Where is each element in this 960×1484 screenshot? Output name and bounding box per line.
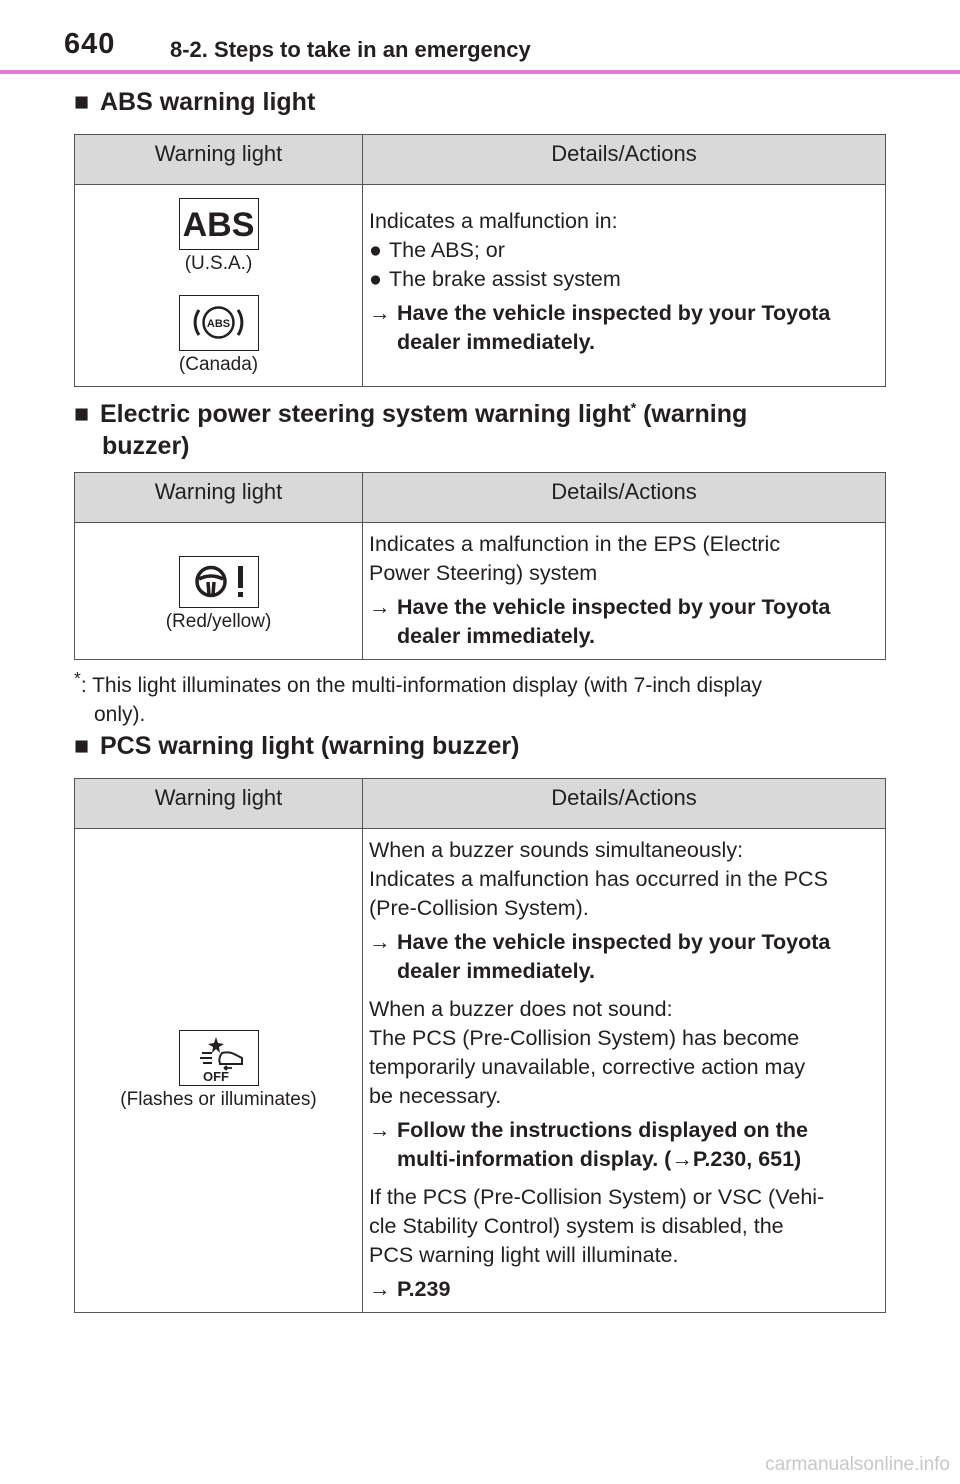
icon-label-red-yellow: (Red/yellow)	[165, 610, 272, 632]
svg-text:OFF: OFF	[203, 1069, 229, 1084]
list-item: ● The brake assist system	[369, 267, 621, 291]
arrow-icon: →	[369, 301, 391, 325]
abs-text-icon	[179, 198, 259, 250]
eps-heading: ■ Electric power steering system warning light* (warning buzzer)	[74, 400, 748, 461]
col-header-warning-light: Warning light	[75, 779, 363, 829]
abs-table	[74, 134, 886, 387]
eps-icon-cell	[75, 523, 363, 660]
eps-table	[74, 472, 886, 660]
steering-wheel-warning-icon	[179, 556, 259, 608]
abs-circle-icon	[179, 295, 259, 351]
page-header	[0, 0, 960, 76]
arrow-icon: →	[369, 930, 391, 954]
action-text: → Have the vehicle inspected by your Toyota dealer immediately.	[369, 930, 831, 983]
action-text: → Have the vehicle inspected by your Toyota dealer immediately.	[369, 595, 831, 648]
arrow-icon: →	[369, 595, 391, 619]
heading-square-icon: ■	[74, 88, 90, 116]
watermark: carmanualsonline.info	[765, 1454, 950, 1475]
action-text: → Have the vehicle inspected by your Toyota dealer immediately.	[369, 301, 831, 354]
arrow-icon: →	[671, 1147, 693, 1171]
pcs-icon-cell	[75, 829, 363, 1313]
abs-icon-cell	[75, 185, 363, 387]
col-header-details: Details/Actions	[363, 779, 886, 829]
col-header-details: Details/Actions	[363, 473, 886, 523]
pcs-details: When a buzzer sounds simultaneously: Indicates a malfunction has occurred in the PCS (Pre-Collision System). → Have the vehicle inspected by your Toyota dealer immediately. When a buzzer does not sound: The PCS (Pre-Collision System) has become temporarily unavailable, corrective action may be necessary. → Follow the instructions displayed on the multi-information display. (→P.230, 651) If the PCS (Pre-Collision System) or VSC (Vehi- cle Stability Control) system is disabled, the PCS warning light will illuminate. → P.239	[363, 829, 886, 1313]
action-text: → Follow the instructions displayed on the multi-information display. (→P.230, 651)	[369, 1118, 808, 1171]
icon-label-usa: (U.S.A.)	[184, 252, 253, 274]
section-title: 8-2. Steps to take in an emergency	[170, 37, 531, 62]
eps-details: Indicates a malfunction in the EPS (Electric Power Steering) system → Have the vehicle inspected by your Toyota dealer immediately.	[363, 523, 886, 660]
pcs-table	[74, 778, 886, 1313]
svg-text:ABS: ABS	[182, 205, 255, 244]
col-header-details: Details/Actions	[363, 135, 886, 185]
list-item: ● The ABS; or	[369, 238, 505, 262]
footnote: *: This light illuminates on the multi-information display (with 7-inch display only).	[74, 668, 763, 726]
svg-text:ABS: ABS	[206, 317, 231, 330]
abs-details: Indicates a malfunction in: ● The ABS; or ● The brake assist system → Have the vehicle inspected by your Toyota dealer immediately.	[363, 185, 886, 387]
arrow-icon: →	[369, 1277, 391, 1301]
pcs-off-icon	[179, 1030, 259, 1086]
icon-label-canada: (Canada)	[178, 353, 259, 375]
col-header-warning-light: Warning light	[75, 473, 363, 523]
action-text: → P.239	[369, 1275, 879, 1304]
abs-heading: ■ ABS warning light	[74, 88, 316, 116]
pcs-heading: ■ PCS warning light (warning buzzer)	[74, 732, 520, 760]
col-header-warning-light: Warning light	[75, 135, 363, 185]
page-number: 640	[64, 28, 116, 60]
icon-label-flashes: (Flashes or illuminates)	[120, 1089, 317, 1110]
heading-square-icon: ■	[74, 732, 90, 760]
arrow-icon: →	[369, 1118, 391, 1142]
header-rule	[0, 70, 960, 74]
heading-square-icon: ■	[74, 400, 90, 429]
